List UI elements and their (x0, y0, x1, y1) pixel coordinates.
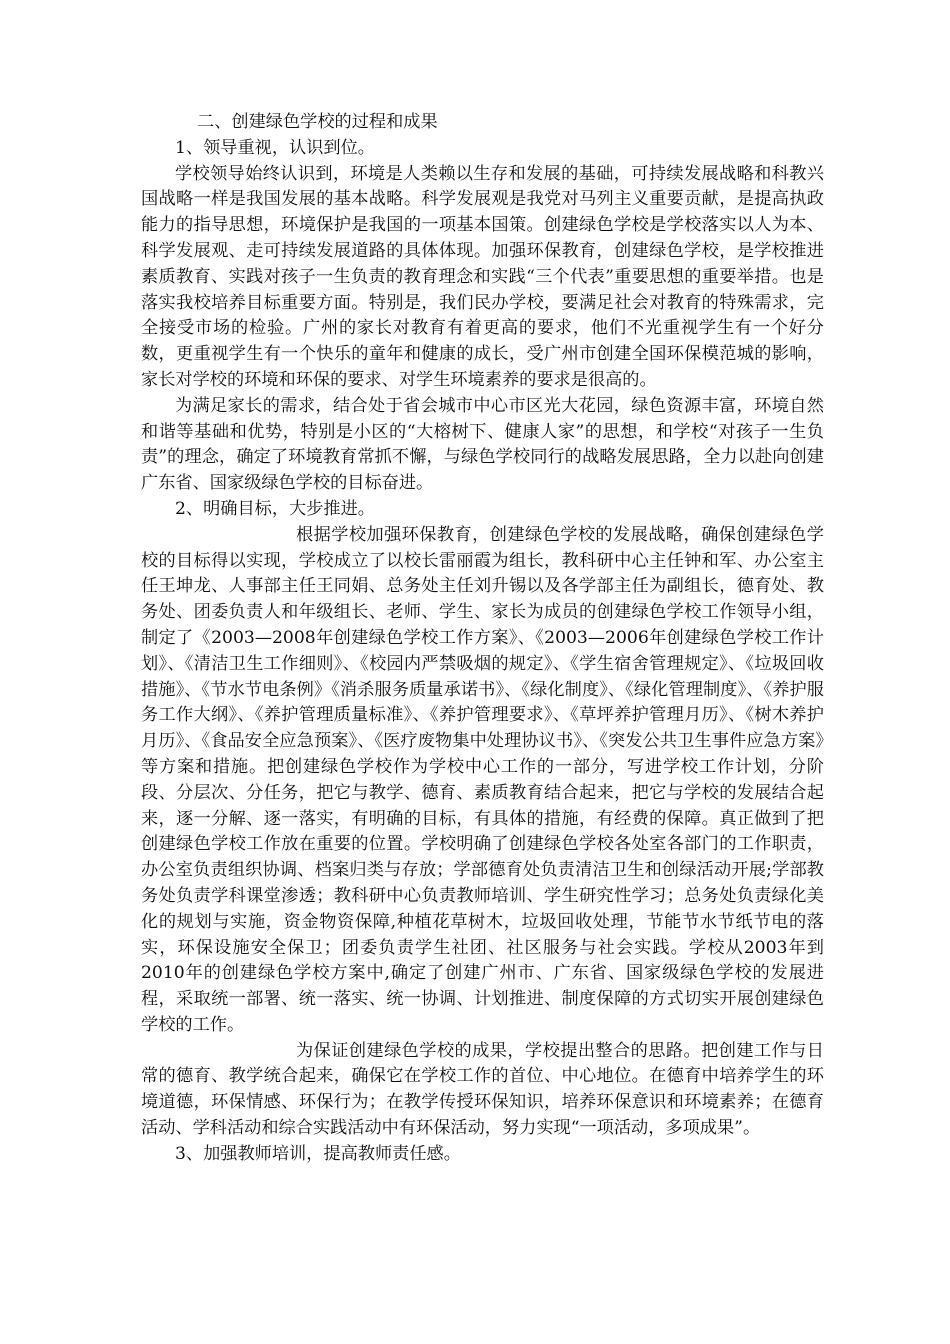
subheading-goals: 2、明确目标，大步推进。 (175, 498, 375, 519)
paragraph-leadership-group: 根据学校加强环保教育，创建绿色学校的发展战略，确保创建绿色学校的目标得以实现，学校成立了以校长雷丽霞为组长，教科研中心主任钟和军、办公室主任王坤龙、人事部主任王同娟、总务处主任刘升锡以及各学部主任为副组长，德育处、教务处、团委负责人和年级组长、老师、学生、家长为成员的创建绿色学校工作领导小组，制定了《2003—2008年创建绿色学校工作方案》、《2003—2006年创建绿色学校工作计划》、《清洁卫生工作细则》、《校园内严禁吸烟的规定》、《学生宿舍管理规定》、《垃圾回收措施》、《节水节电条例》《消杀服务质量承诺书》、《绿化制度》、《绿化管理制度》、《养护服务工作大纲》、《养护管理质量标准》、《养护管理要求》、《草坪养护管理月历》、《树木养护月历》、《食品安全应急预案》、《医疗废物集中处理协议书》、《突发公共卫生事件应急方案》等方案和措施。把创建绿色学校作为学校中心工作的一部分，写进学校工作计划，分阶段、分层次、分任务，把它与教学、德育、素质教育结合起来，把它与学校的发展结合起来，逐一分解、逐一落实，有明确的目标，有具体的措施，有经费的保障。真正做到了把创建绿色学校工作放在重要的位置。学校明确了创建绿色学校各处室各部门的工作职责，办公室负责组织协调、档案归类与存放；学部德育处负责清洁卫生和创绿活动开展;学部教务处负责学科课堂渗透；教科研中心负责教师培训、学生研究性学习；总务处负责绿化美化的规划与实施，资金物资保障,种植花草树木，垃圾回收处理，节能节水节纸节电的落实，环保设施安全保卫；团委负责学生社团、社区服务与社会实践。学校从2003年到2010年的创建绿色学校方案中,确定了创建广州市、广东省、国家级绿色学校的发展进程，采取统一部署、统一落实、统一协调、计划推进、制度保障的方式切实开展创建绿色学校的工作。 (141, 524, 824, 1035)
paragraph-parent-needs: 为满足家长的需求，结合处于省会城市中心市区光大花园，绿色资源丰富，环境自然和谐等基础和优势，特别是小区的“大榕树下、健康人家”的思想，和学校“对孩子一生负责”的理念，确定了环境教育常抓不懈，与绿色学校同行的战略发展思路，全力以赴向创建广东省、国家级绿色学校的目标奋进。 (141, 395, 824, 494)
section-title: 二、创建绿色学校的过程和成果 (197, 112, 438, 132)
paragraph-integration: 为保证创建绿色学校的成果，学校提出整合的思路。把创建工作与日常的德育、教学统合起来，确保它在学校工作的首位、中心地位。在德育中培养学生的环境道德，环保情感、环保行为；在教学传授环保知识，培养环保意识和环境素养；在德育活动、学科活动和综合实践活动中有环保活动，努力实现“一项活动，多项成果”。 (141, 1040, 824, 1139)
document-page (141, 110, 824, 1168)
paragraph-leadership-awareness: 学校领导始终认识到，环境是人类赖以生存和发展的基础，可持续发展战略和科教兴国战略一样是我国发展的基本战略。科学发展观是我党对马列主义重要贡献，是提高执政能力的指导思想，环境保护是我国的一项基本国策。创建绿色学校是学校落实以人为本、科学发展观、走可持续发展道路的具体体现。加强环保教育，创建绿色学校，是学校推进素质教育、实践对孩子一生负责的教育理念和实践“三个代表”重要思想的重要举措。也是落实我校培养目标重要方面。特别是，我们民办学校，要满足社会对教育的特殊需求，完全接受市场的检验。广州的家长对教育有着更高的要求，他们不光重视学生有一个好分数，更重视学生有一个快乐的童年和健康的成长，受广州市创建全国环保模范城的影响，家长对学校的环境和环保的要求、对学生环境素养的要求是很高的。 (141, 163, 824, 390)
subheading-leadership: 1、领导重视，认识到位。 (175, 137, 375, 158)
subheading-teacher-training: 3、加强教师培训，提高教师责任感。 (175, 1143, 461, 1164)
